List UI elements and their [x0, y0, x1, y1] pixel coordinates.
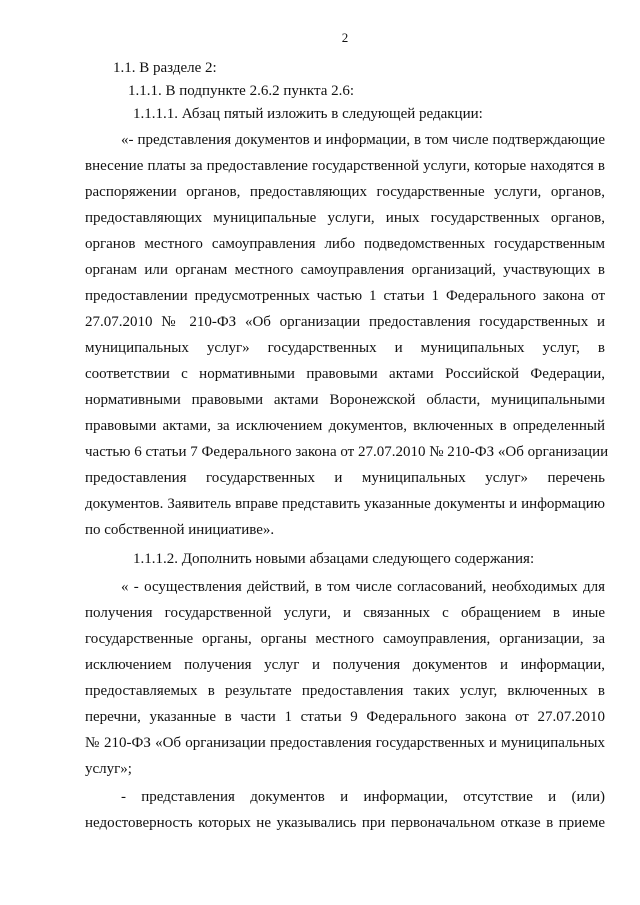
paragraph-line: органов местного самоуправления либо подведомственных государственным	[85, 236, 605, 252]
paragraph-line: распоряжении органов, предоставляющих государственные услуги, органов,	[85, 184, 605, 200]
paragraph-line: получения государственной услуги, и связанных с обращением в иные	[85, 605, 605, 621]
heading-1-1: 1.1. В разделе 2:	[113, 60, 217, 76]
paragraph-line: органам или органам местного самоуправления организаций, участвующих в	[85, 262, 605, 278]
paragraph-line: правовыми актами, за исключением документов, включенных в определенный	[85, 418, 605, 434]
heading-1-1-1: 1.1.1. В подпункте 2.6.2 пункта 2.6:	[128, 83, 355, 99]
paragraph-line: № 210-ФЗ «Об организации предоставления государственных и муниципальных	[85, 735, 605, 751]
paragraph-line: по собственной инициативе».	[85, 522, 275, 538]
paragraph-line: перечни, указанные в части 1 статьи 9 Федерального закона от 27.07.2010	[85, 709, 605, 725]
paragraph-line: государственные органы, органы местного самоуправления, организации, за	[85, 631, 605, 647]
paragraph-line: муниципальных услуг» государственных и муниципальных услуг, в	[85, 340, 605, 356]
page-number: 2	[341, 30, 349, 45]
heading-1-1-1-1: 1.1.1.1. Абзац пятый изложить в следующей редакции:	[133, 106, 483, 122]
paragraph-line: - представления документов и информации, отсутствие и (или)	[121, 789, 605, 805]
paragraph-line: исключением получения услуг и получения документов и информации,	[85, 657, 605, 673]
paragraph-line: предоставляемых в результате предоставления таких услуг, включенных в	[85, 683, 605, 699]
paragraph-line: предоставляющих муниципальные услуги, иных государственных органов,	[85, 210, 605, 226]
paragraph-line: внесение платы за предоставление государственной услуги, которые находятся в	[85, 158, 605, 174]
paragraph-line: документов. Заявитель вправе представить указанные документы и информацию	[85, 496, 605, 512]
paragraph-line: услуг»;	[85, 761, 132, 777]
paragraph-line: предоставлении предусмотренных частью 1 статьи 1 Федерального закона от	[85, 288, 605, 304]
paragraph-line: «- представления документов и информации, в том числе подтверждающие	[121, 132, 605, 148]
paragraph-line: 27.07.2010 № 210-ФЗ «Об организации предоставления государственных и	[85, 314, 605, 330]
paragraph-line: предоставления государственных и муниципальных услуг» перечень	[85, 470, 605, 486]
heading-1-1-1-2: 1.1.1.2. Дополнить новыми абзацами следующего содержания:	[133, 551, 535, 567]
paragraph-line: нормативными правовыми актами Воронежской области, муниципальными	[85, 392, 605, 408]
paragraph-line: частью 6 статьи 7 Федерального закона от 27.07.2010 № 210-ФЗ «Об организации	[85, 444, 609, 460]
paragraph-line: « - осуществления действий, в том числе согласований, необходимых для	[121, 579, 605, 595]
paragraph-line: недостоверность которых не указывались при первоначальном отказе в приеме	[85, 815, 605, 831]
paragraph-line: соответствии с нормативными правовыми актами Российской Федерации,	[85, 366, 605, 382]
